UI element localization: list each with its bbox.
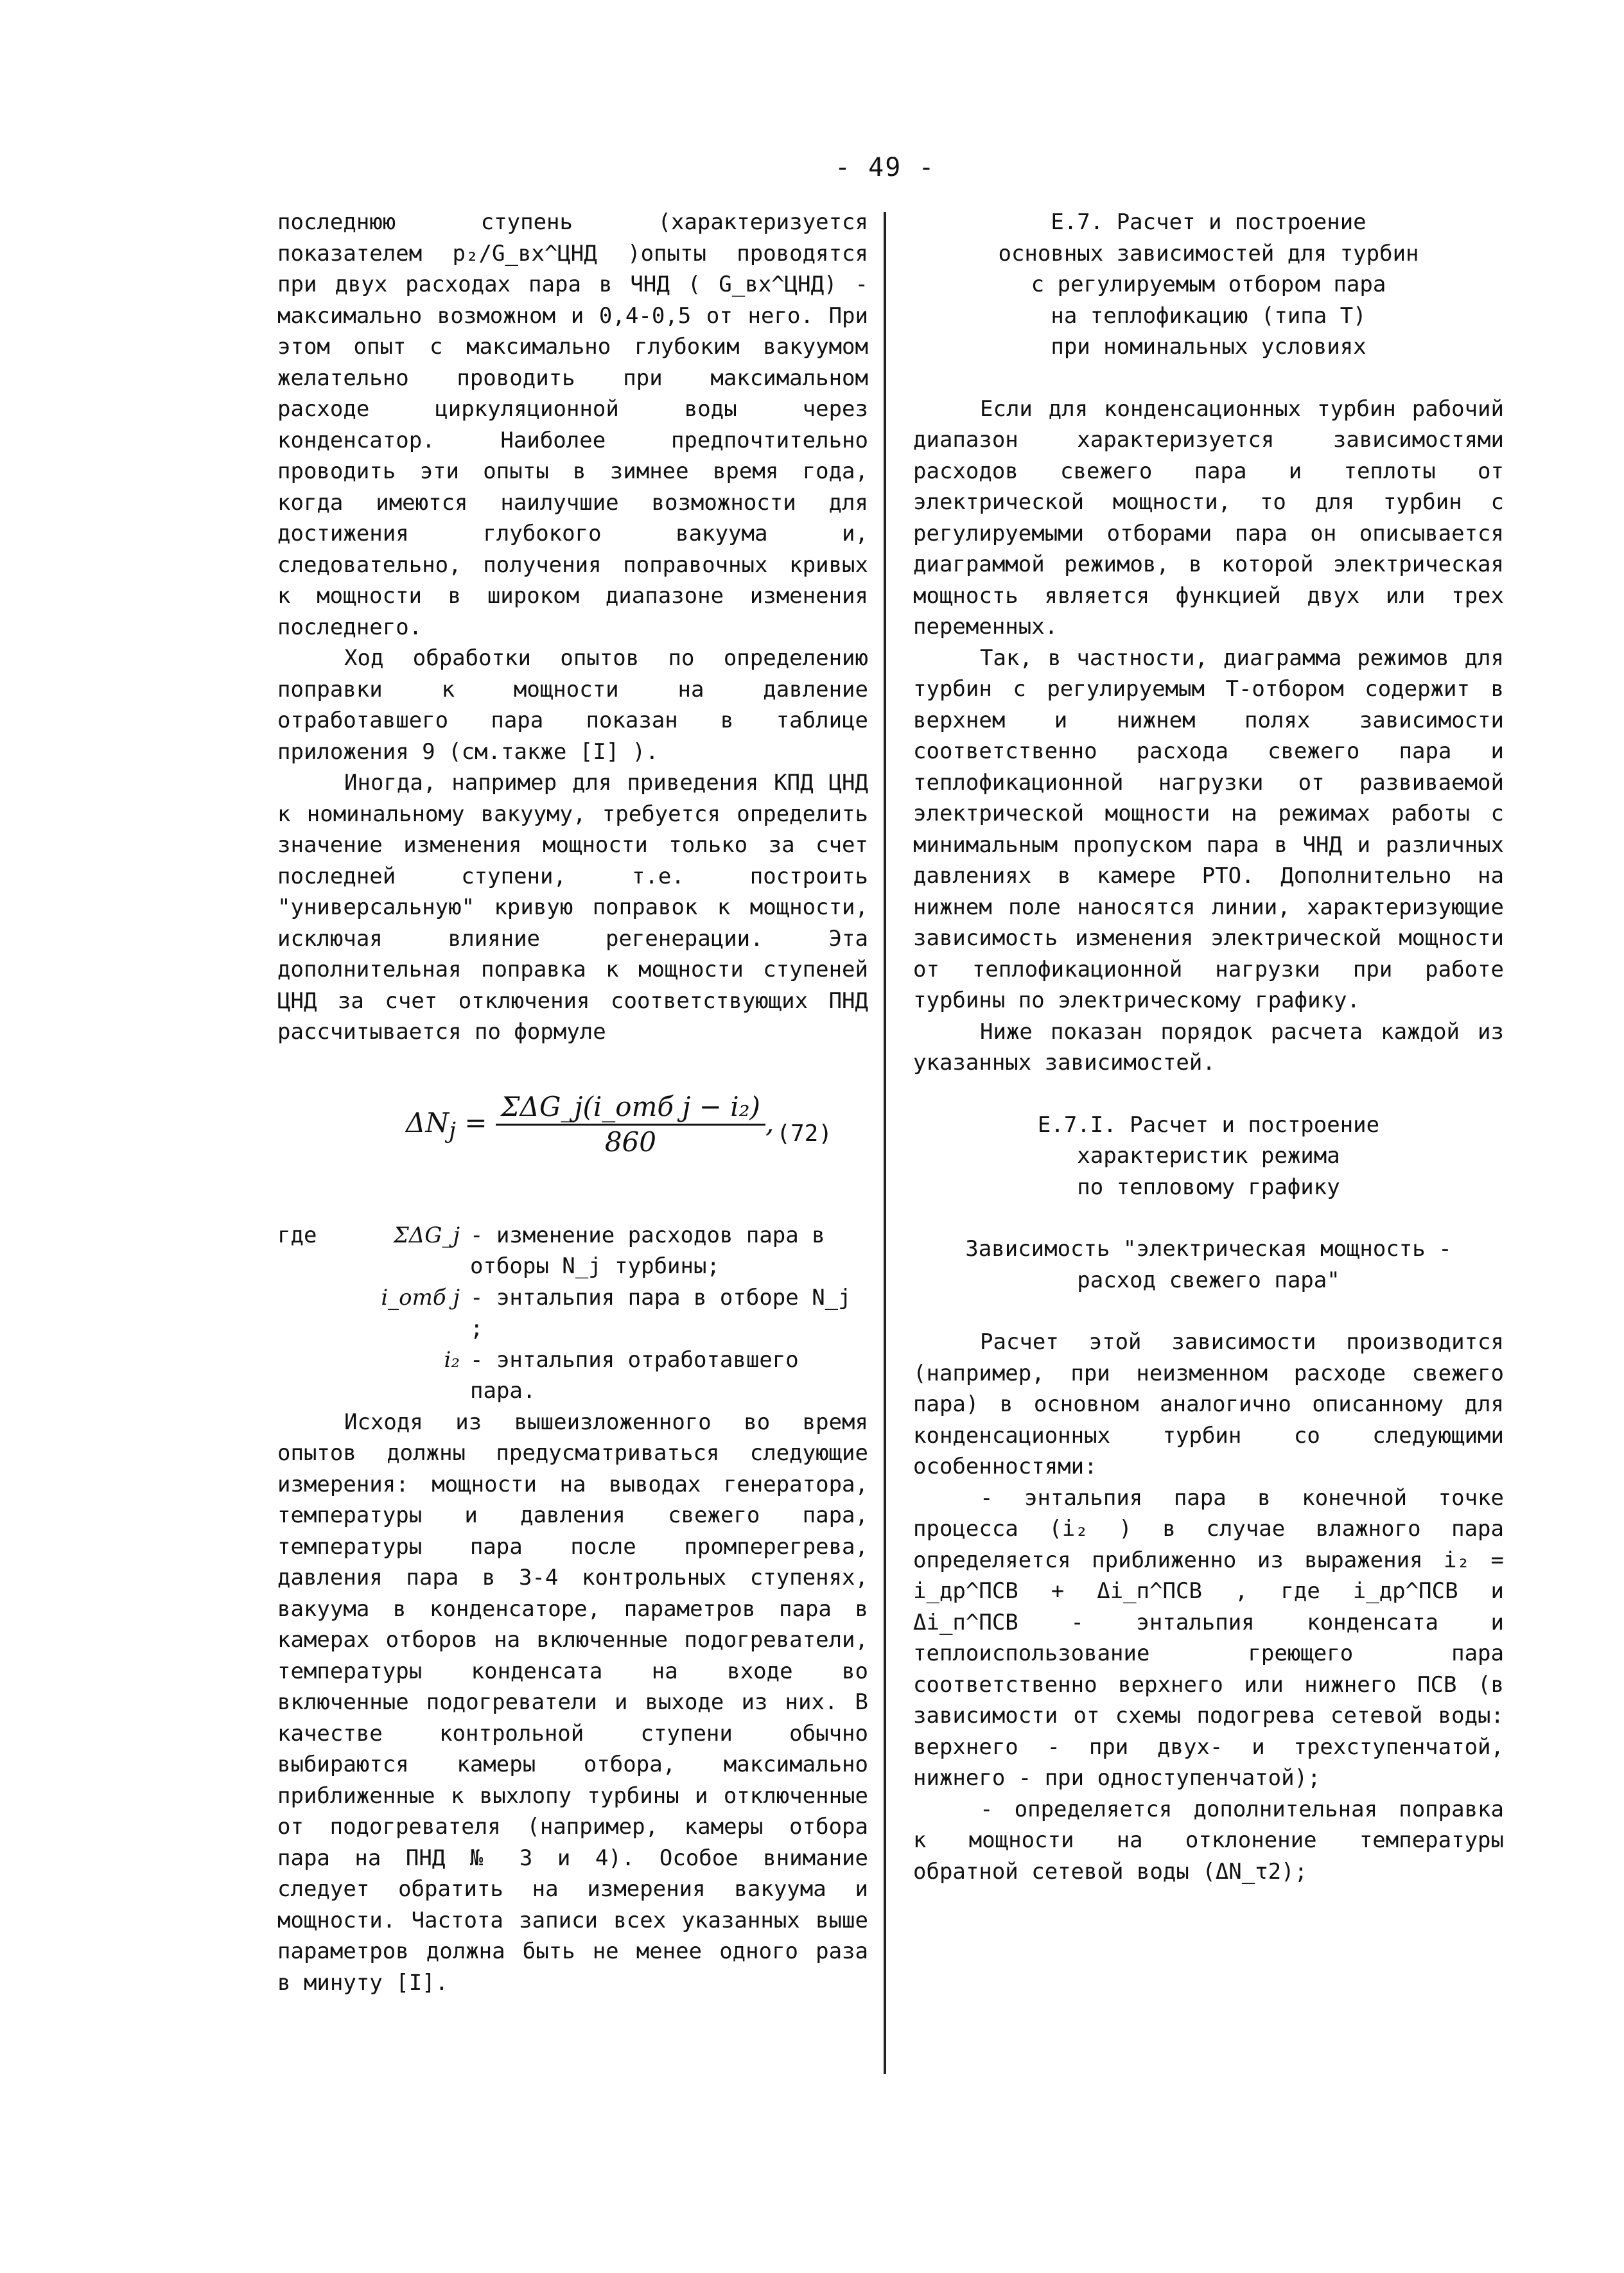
formula-number: (72) [776, 1120, 832, 1147]
formula-denominator: 860 [604, 1126, 656, 1158]
legend-text: - энтальпия пара в отборе N_j ; [470, 1284, 851, 1341]
left-paragraph-3: Иногда, например для приведения КПД ЦНД к номинальному вакууму, требуется определить значение изменения мощности только за счет последней ступени, т.е. построить "универсальную" кривую поправок к мощности, исключая влияние регенерации. Эта дополнительная поправка к мощности ступеней ЦНД за счет отключения соответствующих ПНД рассчитывается по формуле [277, 770, 868, 1045]
left-column [277, 207, 868, 1998]
section-heading-e7-line-2: основных зависимостей для турбин [998, 240, 1419, 266]
right-paragraph-6: - определяется дополнительная поправка к мощности на отклонение температуры обратной сетевой воды (ΔN_τ2); [913, 1796, 1504, 1885]
left-paragraph-2: Ход обработки опытов по определению поправки к мощности на давление отработавшего пара показан в таблице приложения 9 (см.также [I] ). [277, 645, 868, 765]
legend-symbol: i_отб j [381, 1284, 460, 1311]
legend-text: - изменение расходов пара в отборы N_j турбины; [470, 1222, 825, 1279]
section-heading-e7-line-4: на теплофикацию (типа Т) [1051, 302, 1366, 329]
right-column [913, 207, 1504, 1887]
section-heading-e7-line-1: Е.7. Расчет и построение [1051, 209, 1366, 235]
right-paragraph-3: Ниже показан порядок расчета каждой из указанных зависимостей. [913, 1018, 1504, 1076]
page-number: - 49 - [835, 153, 936, 182]
right-paragraph-5: - энтальпия пара в конечной точке процесса (i₂ ) в случае влажного пара определяется приближенно из выражения i₂ = i_др^ПСВ + Δi_п^ПСВ , где i_др^ПСВ и Δi_п^ПСВ - энтальпия конденсата и теплоиспользование греющего пара соответственно верхнего или нижнего ПСВ (в зависимости от схемы подогрева сетевой воды: верхнего - при двух- и трехступенчатой, нижнего - при одноступенчатой); [913, 1485, 1504, 1791]
subsection-heading-line-3: по тепловому графику [1077, 1174, 1340, 1200]
left-paragraph-1: последнюю ступень (характеризуется показателем p₂/G_вх^ЦНД )опыты проводятся при двух расходах пара в ЧНД ( G_вх^ЦНД) - максимально возможном и 0,4-0,5 от него. При этом опыт с максимально глубоким вакуумом желательно проводить при максимальном расходе циркуляционной воды через конденсатор. Наиболее предпочтительно проводить эти опыты в зимнее время года, когда имеются наилучшие возможности для достижения глубокого вакуума и, следовательно, получения поправочных кривых к мощности в широком диапазоне изменения последнего. [277, 209, 868, 640]
dependency-heading-line-1: Зависимость "электрическая мощность - [965, 1236, 1452, 1262]
formula-numerator: ΣΔG_j(i_отб j − i₂) [496, 1092, 765, 1126]
subsection-heading-line-2: характеристик режима [1077, 1143, 1340, 1169]
right-paragraph-1: Если для конденсационных турбин рабочий диапазон характеризуется зависимостями расходов свежего пара и теплоты от электрической мощности, то для турбин с регулируемыми отборами пара он описывается диаграммой режимов, в которой электрическая мощность является функцией двух или трех переменных. [913, 396, 1504, 640]
formula-lhs-subscript: j [449, 1117, 456, 1144]
left-paragraph-4: Исходя из вышеизложенного во время опытов должны предусматриваться следующие измерения: мощности на выводах генератора, температуры и давления свежего пара, температуры пара после промперегрева, давления пара в 3-4 контрольных ступенях, вакуума в конденсаторе, параметров пара в камерах отборов на включенные подогреватели, температуры конденсата на входе во включенные подогреватели и выходе из них. В качестве контрольной ступени обычно выбираются камеры отбора, максимально приближенные к выхлопу турбины и отключенные от подогревателя (например, камеры отбора пара на ПНД № 3 и 4). Особое внимание следует обратить на измерения вакуума и мощности. Частота записи всех указанных выше параметров должна быть не менее одного раза в минуту [I]. [277, 1409, 868, 1996]
legend-text: - энтальпия отработавшего пара. [470, 1346, 799, 1404]
column-divider [884, 212, 886, 2074]
formula-fraction [496, 1092, 765, 1158]
legend-row [277, 1282, 868, 1345]
legend-symbol: i₂ [444, 1346, 460, 1373]
subsection-heading-line-1: Е.7.I. Расчет и построение [1037, 1111, 1380, 1138]
dependency-heading-line-2: расход свежего пара" [1077, 1267, 1340, 1293]
legend-row [277, 1345, 868, 1407]
legend-symbol: ΣΔG_j [393, 1222, 460, 1248]
section-heading-e7-line-3: с регулируемым отбором пара [1031, 272, 1386, 297]
section-heading-e7-line-5: при номинальных условиях [1051, 334, 1366, 360]
formula-lhs: ΔN [406, 1106, 450, 1138]
formula-72: $\Delta N_j$ = $\frac{\text{ΣΔG\_j(i\_отб j − i₂)}}{860}$ , (72) [406, 1090, 832, 1158]
right-paragraph-2: Так, в частности, диаграмма режимов для турбин с регулируемым Т-отбором содержит в верхнем и нижнем полях зависимости соответственно расхода свежего пара и теплофикационной нагрузки от развиваемой электрической мощности на режимах работы с минимальным пропуском пара в ЧНД и различных давлениях в камере РТО. Дополнительно на нижнем поле наносятся линии, характеризующие зависимость изменения электрической мощности от теплофикационной нагрузки при работе турбины по электрическому графику. [913, 645, 1504, 1013]
legend-row [277, 1220, 868, 1282]
right-paragraph-4: Расчет этой зависимости производится (например, при неизменном расходе свежего пара) в основном аналогично описанному для конденсационных турбин со следующими особенностями: [913, 1329, 1504, 1479]
legend-where-label: где [277, 1222, 317, 1248]
formula-legend [277, 1220, 868, 1407]
